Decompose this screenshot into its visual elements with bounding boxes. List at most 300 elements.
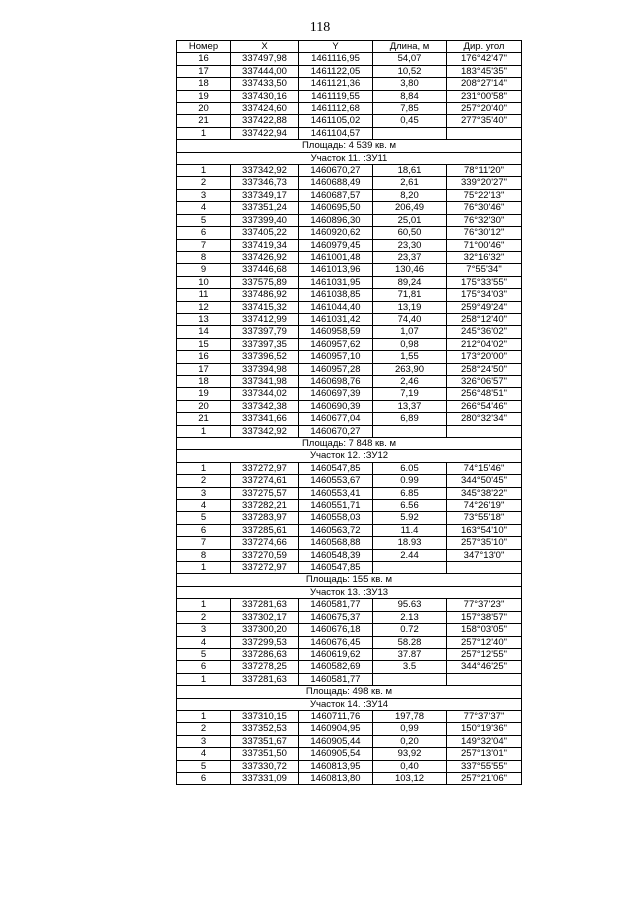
cell-point-number: 1: [177, 425, 231, 437]
cell-point-number: 4: [177, 202, 231, 214]
cell-x-coordinate: 337330,72: [231, 760, 299, 772]
cell-bearing-angle: 345°38'22": [447, 487, 522, 499]
cell-bearing-angle: [447, 562, 522, 574]
cell-bearing-angle: [447, 127, 522, 139]
cell-bearing-angle: [447, 425, 522, 437]
coordinates-table: [176, 40, 522, 785]
cell-y-coordinate: 1460548,39: [299, 549, 373, 561]
cell-bearing-angle: 163°54'10": [447, 524, 522, 536]
table-row: [177, 524, 522, 536]
cell-y-coordinate: 1460553,41: [299, 487, 373, 499]
cell-y-coordinate: 1460690,39: [299, 400, 373, 412]
cell-segment-length: 5.92: [373, 512, 447, 524]
cell-segment-length: 2,61: [373, 177, 447, 189]
cell-bearing-angle: 157°38'57": [447, 611, 522, 623]
cell-point-number: 7: [177, 239, 231, 251]
header-bearing: Дир. угол: [447, 41, 522, 53]
cell-x-coordinate: 337399,40: [231, 214, 299, 226]
cell-x-coordinate: 337286,63: [231, 648, 299, 660]
cell-segment-length: 0.72: [373, 624, 447, 636]
cell-y-coordinate: 1460563,72: [299, 524, 373, 536]
cell-bearing-angle: 344°46'25": [447, 661, 522, 673]
cell-x-coordinate: 337341,98: [231, 375, 299, 387]
cell-x-coordinate: 337270,59: [231, 549, 299, 561]
cell-bearing-angle: 339°20'27": [447, 177, 522, 189]
cell-point-number: 1: [177, 562, 231, 574]
header-x: X: [231, 41, 299, 53]
header-length: Длина, м: [373, 41, 447, 53]
table-row: [177, 413, 522, 425]
cell-x-coordinate: 337430,16: [231, 90, 299, 102]
cell-y-coordinate: 1460676,45: [299, 636, 373, 648]
cell-x-coordinate: 337299,53: [231, 636, 299, 648]
cell-y-coordinate: 1460676,18: [299, 624, 373, 636]
cell-point-number: 4: [177, 748, 231, 760]
cell-x-coordinate: 337446,68: [231, 264, 299, 276]
cell-y-coordinate: 1460695,50: [299, 202, 373, 214]
cell-x-coordinate: 337352,53: [231, 723, 299, 735]
cell-segment-length: 206,49: [373, 202, 447, 214]
cell-y-coordinate: 1460688,49: [299, 177, 373, 189]
cell-x-coordinate: 337302,17: [231, 611, 299, 623]
cell-x-coordinate: 337344,02: [231, 388, 299, 400]
cell-segment-length: 197,78: [373, 710, 447, 722]
cell-bearing-angle: 74°26'19": [447, 500, 522, 512]
cell-point-number: 16: [177, 53, 231, 65]
cell-x-coordinate: 337426,92: [231, 251, 299, 263]
cell-bearing-angle: 257°21'06": [447, 772, 522, 784]
cell-point-number: 1: [177, 127, 231, 139]
cell-segment-length: [373, 127, 447, 139]
cell-point-number: 19: [177, 388, 231, 400]
cell-point-number: 17: [177, 363, 231, 375]
table-body: [177, 53, 522, 785]
cell-segment-length: 3,80: [373, 78, 447, 90]
cell-point-number: 1: [177, 673, 231, 685]
cell-segment-length: [373, 425, 447, 437]
cell-bearing-angle: 266°54'46": [447, 400, 522, 412]
table-row: [177, 65, 522, 77]
cell-segment-length: 60,50: [373, 227, 447, 239]
table-row: [177, 537, 522, 549]
cell-segment-length: 0,40: [373, 760, 447, 772]
cell-y-coordinate: 1461044,40: [299, 301, 373, 313]
cell-point-number: 3: [177, 189, 231, 201]
cell-x-coordinate: 337486,92: [231, 289, 299, 301]
table-row: [177, 549, 522, 561]
cell-bearing-angle: 183°45'35": [447, 65, 522, 77]
cell-segment-length: 0,45: [373, 115, 447, 127]
cell-x-coordinate: 337351,50: [231, 748, 299, 760]
cell-point-number: 4: [177, 500, 231, 512]
cell-segment-length: 0,99: [373, 723, 447, 735]
cell-bearing-angle: 208°27'14": [447, 78, 522, 90]
cell-segment-length: 8,20: [373, 189, 447, 201]
cell-point-number: 21: [177, 115, 231, 127]
cell-y-coordinate: 1460920,62: [299, 227, 373, 239]
cell-x-coordinate: 337394,98: [231, 363, 299, 375]
area-summary-row: [177, 438, 522, 450]
cell-segment-length: [373, 562, 447, 574]
cell-bearing-angle: 71°00'46": [447, 239, 522, 251]
cell-segment-length: 0,98: [373, 338, 447, 350]
header-y: Y: [299, 41, 373, 53]
cell-x-coordinate: 337444,00: [231, 65, 299, 77]
cell-segment-length: 18.93: [373, 537, 447, 549]
cell-bearing-angle: 257°13'01": [447, 748, 522, 760]
cell-y-coordinate: 1460675,37: [299, 611, 373, 623]
table-row: [177, 400, 522, 412]
cell-x-coordinate: 337575,89: [231, 276, 299, 288]
cell-point-number: 8: [177, 251, 231, 263]
table-row: [177, 251, 522, 263]
cell-point-number: 1: [177, 462, 231, 474]
cell-bearing-angle: 175°34'03": [447, 289, 522, 301]
cell-point-number: 20: [177, 103, 231, 115]
table-row: [177, 127, 522, 139]
table-row: [177, 115, 522, 127]
cell-x-coordinate: 337272,97: [231, 562, 299, 574]
cell-x-coordinate: 337283,97: [231, 512, 299, 524]
table-row: [177, 425, 522, 437]
cell-bearing-angle: 337°55'55": [447, 760, 522, 772]
cell-segment-length: 11.4: [373, 524, 447, 536]
table-row: [177, 165, 522, 177]
cell-x-coordinate: 337281,63: [231, 673, 299, 685]
cell-y-coordinate: 1461031,42: [299, 313, 373, 325]
cell-y-coordinate: 1461119,55: [299, 90, 373, 102]
parcel-title-row: [177, 450, 522, 462]
table-row: [177, 735, 522, 747]
table-row: [177, 78, 522, 90]
table-row: [177, 710, 522, 722]
header-row: [177, 41, 522, 53]
cell-point-number: 6: [177, 661, 231, 673]
cell-point-number: 9: [177, 264, 231, 276]
cell-y-coordinate: 1460619,62: [299, 648, 373, 660]
cell-y-coordinate: 1461105,02: [299, 115, 373, 127]
cell-segment-length: 6.56: [373, 500, 447, 512]
cell-x-coordinate: 337278,25: [231, 661, 299, 673]
table-row: [177, 611, 522, 623]
cell-point-number: 20: [177, 400, 231, 412]
cell-bearing-angle: 257°12'40": [447, 636, 522, 648]
table-row: [177, 351, 522, 363]
parcel-title: Участок 13. :ЗУ13: [177, 586, 522, 598]
cell-y-coordinate: 1460697,39: [299, 388, 373, 400]
cell-bearing-angle: 212°04'02": [447, 338, 522, 350]
area-summary: Площадь: 7 848 кв. м: [177, 438, 522, 450]
cell-bearing-angle: 344°50'45": [447, 475, 522, 487]
cell-segment-length: 2,46: [373, 375, 447, 387]
cell-x-coordinate: 337274,66: [231, 537, 299, 549]
cell-y-coordinate: 1461031,95: [299, 276, 373, 288]
area-summary: Площадь: 4 539 кв. м: [177, 140, 522, 152]
cell-point-number: 5: [177, 512, 231, 524]
cell-x-coordinate: 337282,21: [231, 500, 299, 512]
table-row: [177, 487, 522, 499]
cell-x-coordinate: 337342,38: [231, 400, 299, 412]
cell-y-coordinate: 1460905,54: [299, 748, 373, 760]
table-row: [177, 177, 522, 189]
cell-bearing-angle: 77°37'23": [447, 599, 522, 611]
cell-point-number: 3: [177, 487, 231, 499]
cell-point-number: 6: [177, 772, 231, 784]
cell-y-coordinate: 1460957,62: [299, 338, 373, 350]
cell-y-coordinate: 1461112,68: [299, 103, 373, 115]
cell-point-number: 13: [177, 313, 231, 325]
cell-point-number: 5: [177, 214, 231, 226]
table-row: [177, 636, 522, 648]
cell-bearing-angle: 326°06'57": [447, 375, 522, 387]
table-row: [177, 599, 522, 611]
table-row: [177, 53, 522, 65]
cell-x-coordinate: 337285,61: [231, 524, 299, 536]
cell-bearing-angle: 176°42'47": [447, 53, 522, 65]
cell-x-coordinate: 337433,50: [231, 78, 299, 90]
cell-segment-length: 1,07: [373, 326, 447, 338]
cell-y-coordinate: 1460813,80: [299, 772, 373, 784]
cell-segment-length: 74,40: [373, 313, 447, 325]
table-row: [177, 227, 522, 239]
cell-y-coordinate: 1461116,95: [299, 53, 373, 65]
cell-bearing-angle: 257°35'10": [447, 537, 522, 549]
cell-bearing-angle: 76°30'46": [447, 202, 522, 214]
cell-point-number: 16: [177, 351, 231, 363]
table-row: [177, 363, 522, 375]
table-row: [177, 313, 522, 325]
cell-segment-length: 6,89: [373, 413, 447, 425]
cell-point-number: 1: [177, 599, 231, 611]
cell-bearing-angle: 74°15'46": [447, 462, 522, 474]
cell-segment-length: 0.99: [373, 475, 447, 487]
cell-x-coordinate: 337349,17: [231, 189, 299, 201]
cell-segment-length: 7,85: [373, 103, 447, 115]
cell-segment-length: 6.85: [373, 487, 447, 499]
cell-bearing-angle: 257°12'55": [447, 648, 522, 660]
table-row: [177, 388, 522, 400]
cell-bearing-angle: 75°22'13": [447, 189, 522, 201]
table-row: [177, 90, 522, 102]
cell-x-coordinate: 337300,20: [231, 624, 299, 636]
parcel-title-row: [177, 698, 522, 710]
cell-segment-length: [373, 673, 447, 685]
cell-x-coordinate: 337351,24: [231, 202, 299, 214]
cell-point-number: 1: [177, 710, 231, 722]
cell-y-coordinate: 1461013,96: [299, 264, 373, 276]
cell-segment-length: 2.44: [373, 549, 447, 561]
cell-y-coordinate: 1461122,05: [299, 65, 373, 77]
table-row: [177, 624, 522, 636]
cell-x-coordinate: 337341,66: [231, 413, 299, 425]
table-row: [177, 338, 522, 350]
cell-point-number: 19: [177, 90, 231, 102]
cell-point-number: 21: [177, 413, 231, 425]
cell-segment-length: 263,90: [373, 363, 447, 375]
cell-segment-length: 10,52: [373, 65, 447, 77]
cell-bearing-angle: 173°20'00": [447, 351, 522, 363]
cell-bearing-angle: 32°16'32": [447, 251, 522, 263]
cell-x-coordinate: 337424,60: [231, 103, 299, 115]
cell-segment-length: 23,30: [373, 239, 447, 251]
table-row: [177, 748, 522, 760]
cell-point-number: 6: [177, 524, 231, 536]
table-row: [177, 326, 522, 338]
cell-bearing-angle: 76°30'12": [447, 227, 522, 239]
cell-point-number: 2: [177, 475, 231, 487]
cell-y-coordinate: 1460553,67: [299, 475, 373, 487]
cell-y-coordinate: 1460581,77: [299, 673, 373, 685]
cell-point-number: 6: [177, 227, 231, 239]
cell-y-coordinate: 1460547,85: [299, 462, 373, 474]
cell-bearing-angle: 280°32'34": [447, 413, 522, 425]
cell-x-coordinate: 337342,92: [231, 425, 299, 437]
cell-segment-length: 3.5: [373, 661, 447, 673]
cell-x-coordinate: 337310,15: [231, 710, 299, 722]
cell-point-number: 2: [177, 723, 231, 735]
cell-point-number: 15: [177, 338, 231, 350]
cell-y-coordinate: 1460581,77: [299, 599, 373, 611]
cell-segment-length: 13,19: [373, 301, 447, 313]
table-row: [177, 189, 522, 201]
cell-segment-length: 95.63: [373, 599, 447, 611]
cell-y-coordinate: 1461121,36: [299, 78, 373, 90]
table-row: [177, 276, 522, 288]
cell-segment-length: 58.28: [373, 636, 447, 648]
table-row: [177, 760, 522, 772]
cell-bearing-angle: 78°11'20": [447, 165, 522, 177]
cell-segment-length: 71,81: [373, 289, 447, 301]
cell-point-number: 3: [177, 624, 231, 636]
cell-y-coordinate: 1461001,48: [299, 251, 373, 263]
cell-bearing-angle: 73°55'18": [447, 512, 522, 524]
cell-bearing-angle: 7°55'34": [447, 264, 522, 276]
cell-segment-length: 1,55: [373, 351, 447, 363]
cell-x-coordinate: 337342,92: [231, 165, 299, 177]
cell-point-number: 3: [177, 735, 231, 747]
cell-bearing-angle: 175°33'55": [447, 276, 522, 288]
cell-y-coordinate: 1461104,57: [299, 127, 373, 139]
cell-x-coordinate: 337396,52: [231, 351, 299, 363]
cell-x-coordinate: 337346,73: [231, 177, 299, 189]
cell-segment-length: 93,92: [373, 748, 447, 760]
cell-bearing-angle: 258°24'50": [447, 363, 522, 375]
cell-y-coordinate: 1460813,95: [299, 760, 373, 772]
cell-segment-length: 13,37: [373, 400, 447, 412]
cell-point-number: 4: [177, 636, 231, 648]
cell-bearing-angle: 259°49'24": [447, 301, 522, 313]
table-row: [177, 264, 522, 276]
cell-x-coordinate: 337397,79: [231, 326, 299, 338]
cell-y-coordinate: 1460711,76: [299, 710, 373, 722]
page-number: 118: [309, 20, 331, 35]
cell-x-coordinate: 337274,61: [231, 475, 299, 487]
cell-segment-length: 130,46: [373, 264, 447, 276]
cell-point-number: 10: [177, 276, 231, 288]
cell-y-coordinate: 1460558,03: [299, 512, 373, 524]
cell-y-coordinate: 1461038,85: [299, 289, 373, 301]
cell-point-number: 5: [177, 648, 231, 660]
cell-x-coordinate: 337422,94: [231, 127, 299, 139]
table-row: [177, 673, 522, 685]
cell-point-number: 14: [177, 326, 231, 338]
cell-y-coordinate: 1460958,59: [299, 326, 373, 338]
cell-segment-length: 18,61: [373, 165, 447, 177]
cell-bearing-angle: 245°36'02": [447, 326, 522, 338]
parcel-title: Участок 11. :ЗУ11: [177, 152, 522, 164]
cell-point-number: 2: [177, 177, 231, 189]
header-number: Номер: [177, 41, 231, 53]
cell-x-coordinate: 337272,97: [231, 462, 299, 474]
table-row: [177, 500, 522, 512]
cell-y-coordinate: 1460905,44: [299, 735, 373, 747]
cell-point-number: 18: [177, 78, 231, 90]
table-row: [177, 289, 522, 301]
cell-y-coordinate: 1460698,76: [299, 375, 373, 387]
area-summary-row: [177, 574, 522, 586]
cell-point-number: 7: [177, 537, 231, 549]
area-summary-row: [177, 686, 522, 698]
table-row: [177, 239, 522, 251]
cell-segment-length: 23,37: [373, 251, 447, 263]
cell-y-coordinate: 1460979,45: [299, 239, 373, 251]
cell-x-coordinate: 337275,57: [231, 487, 299, 499]
cell-y-coordinate: 1460547,85: [299, 562, 373, 574]
table-row: [177, 648, 522, 660]
cell-x-coordinate: 337422,88: [231, 115, 299, 127]
table-row: [177, 512, 522, 524]
cell-point-number: 5: [177, 760, 231, 772]
cell-bearing-angle: 258°12'40": [447, 313, 522, 325]
cell-segment-length: 54,07: [373, 53, 447, 65]
table-row: [177, 103, 522, 115]
table-row: [177, 475, 522, 487]
cell-segment-length: 0,20: [373, 735, 447, 747]
cell-point-number: 2: [177, 611, 231, 623]
parcel-title: Участок 12. :ЗУ12: [177, 450, 522, 462]
cell-bearing-angle: 231°00'58": [447, 90, 522, 102]
table-row: [177, 214, 522, 226]
parcel-title-row: [177, 586, 522, 598]
parcel-title-row: [177, 152, 522, 164]
cell-x-coordinate: 337419,34: [231, 239, 299, 251]
cell-segment-length: 89,24: [373, 276, 447, 288]
cell-x-coordinate: 337405,22: [231, 227, 299, 239]
cell-bearing-angle: 76°32'30": [447, 214, 522, 226]
table-header: [177, 41, 522, 53]
cell-y-coordinate: 1460551,71: [299, 500, 373, 512]
cell-bearing-angle: 158°03'05": [447, 624, 522, 636]
cell-bearing-angle: 256°48'51": [447, 388, 522, 400]
cell-y-coordinate: 1460687,57: [299, 189, 373, 201]
cell-y-coordinate: 1460896,30: [299, 214, 373, 226]
table-row: [177, 462, 522, 474]
cell-segment-length: 6.05: [373, 462, 447, 474]
cell-segment-length: 8,84: [373, 90, 447, 102]
cell-y-coordinate: 1460670,27: [299, 165, 373, 177]
cell-y-coordinate: 1460957,10: [299, 351, 373, 363]
table-row: [177, 375, 522, 387]
cell-x-coordinate: 337397,35: [231, 338, 299, 350]
cell-point-number: 1: [177, 165, 231, 177]
table-row: [177, 772, 522, 784]
cell-point-number: 18: [177, 375, 231, 387]
cell-x-coordinate: 337281,63: [231, 599, 299, 611]
table-row: [177, 301, 522, 313]
area-summary: Площадь: 498 кв. м: [177, 686, 522, 698]
table-row: [177, 202, 522, 214]
cell-y-coordinate: 1460677,04: [299, 413, 373, 425]
